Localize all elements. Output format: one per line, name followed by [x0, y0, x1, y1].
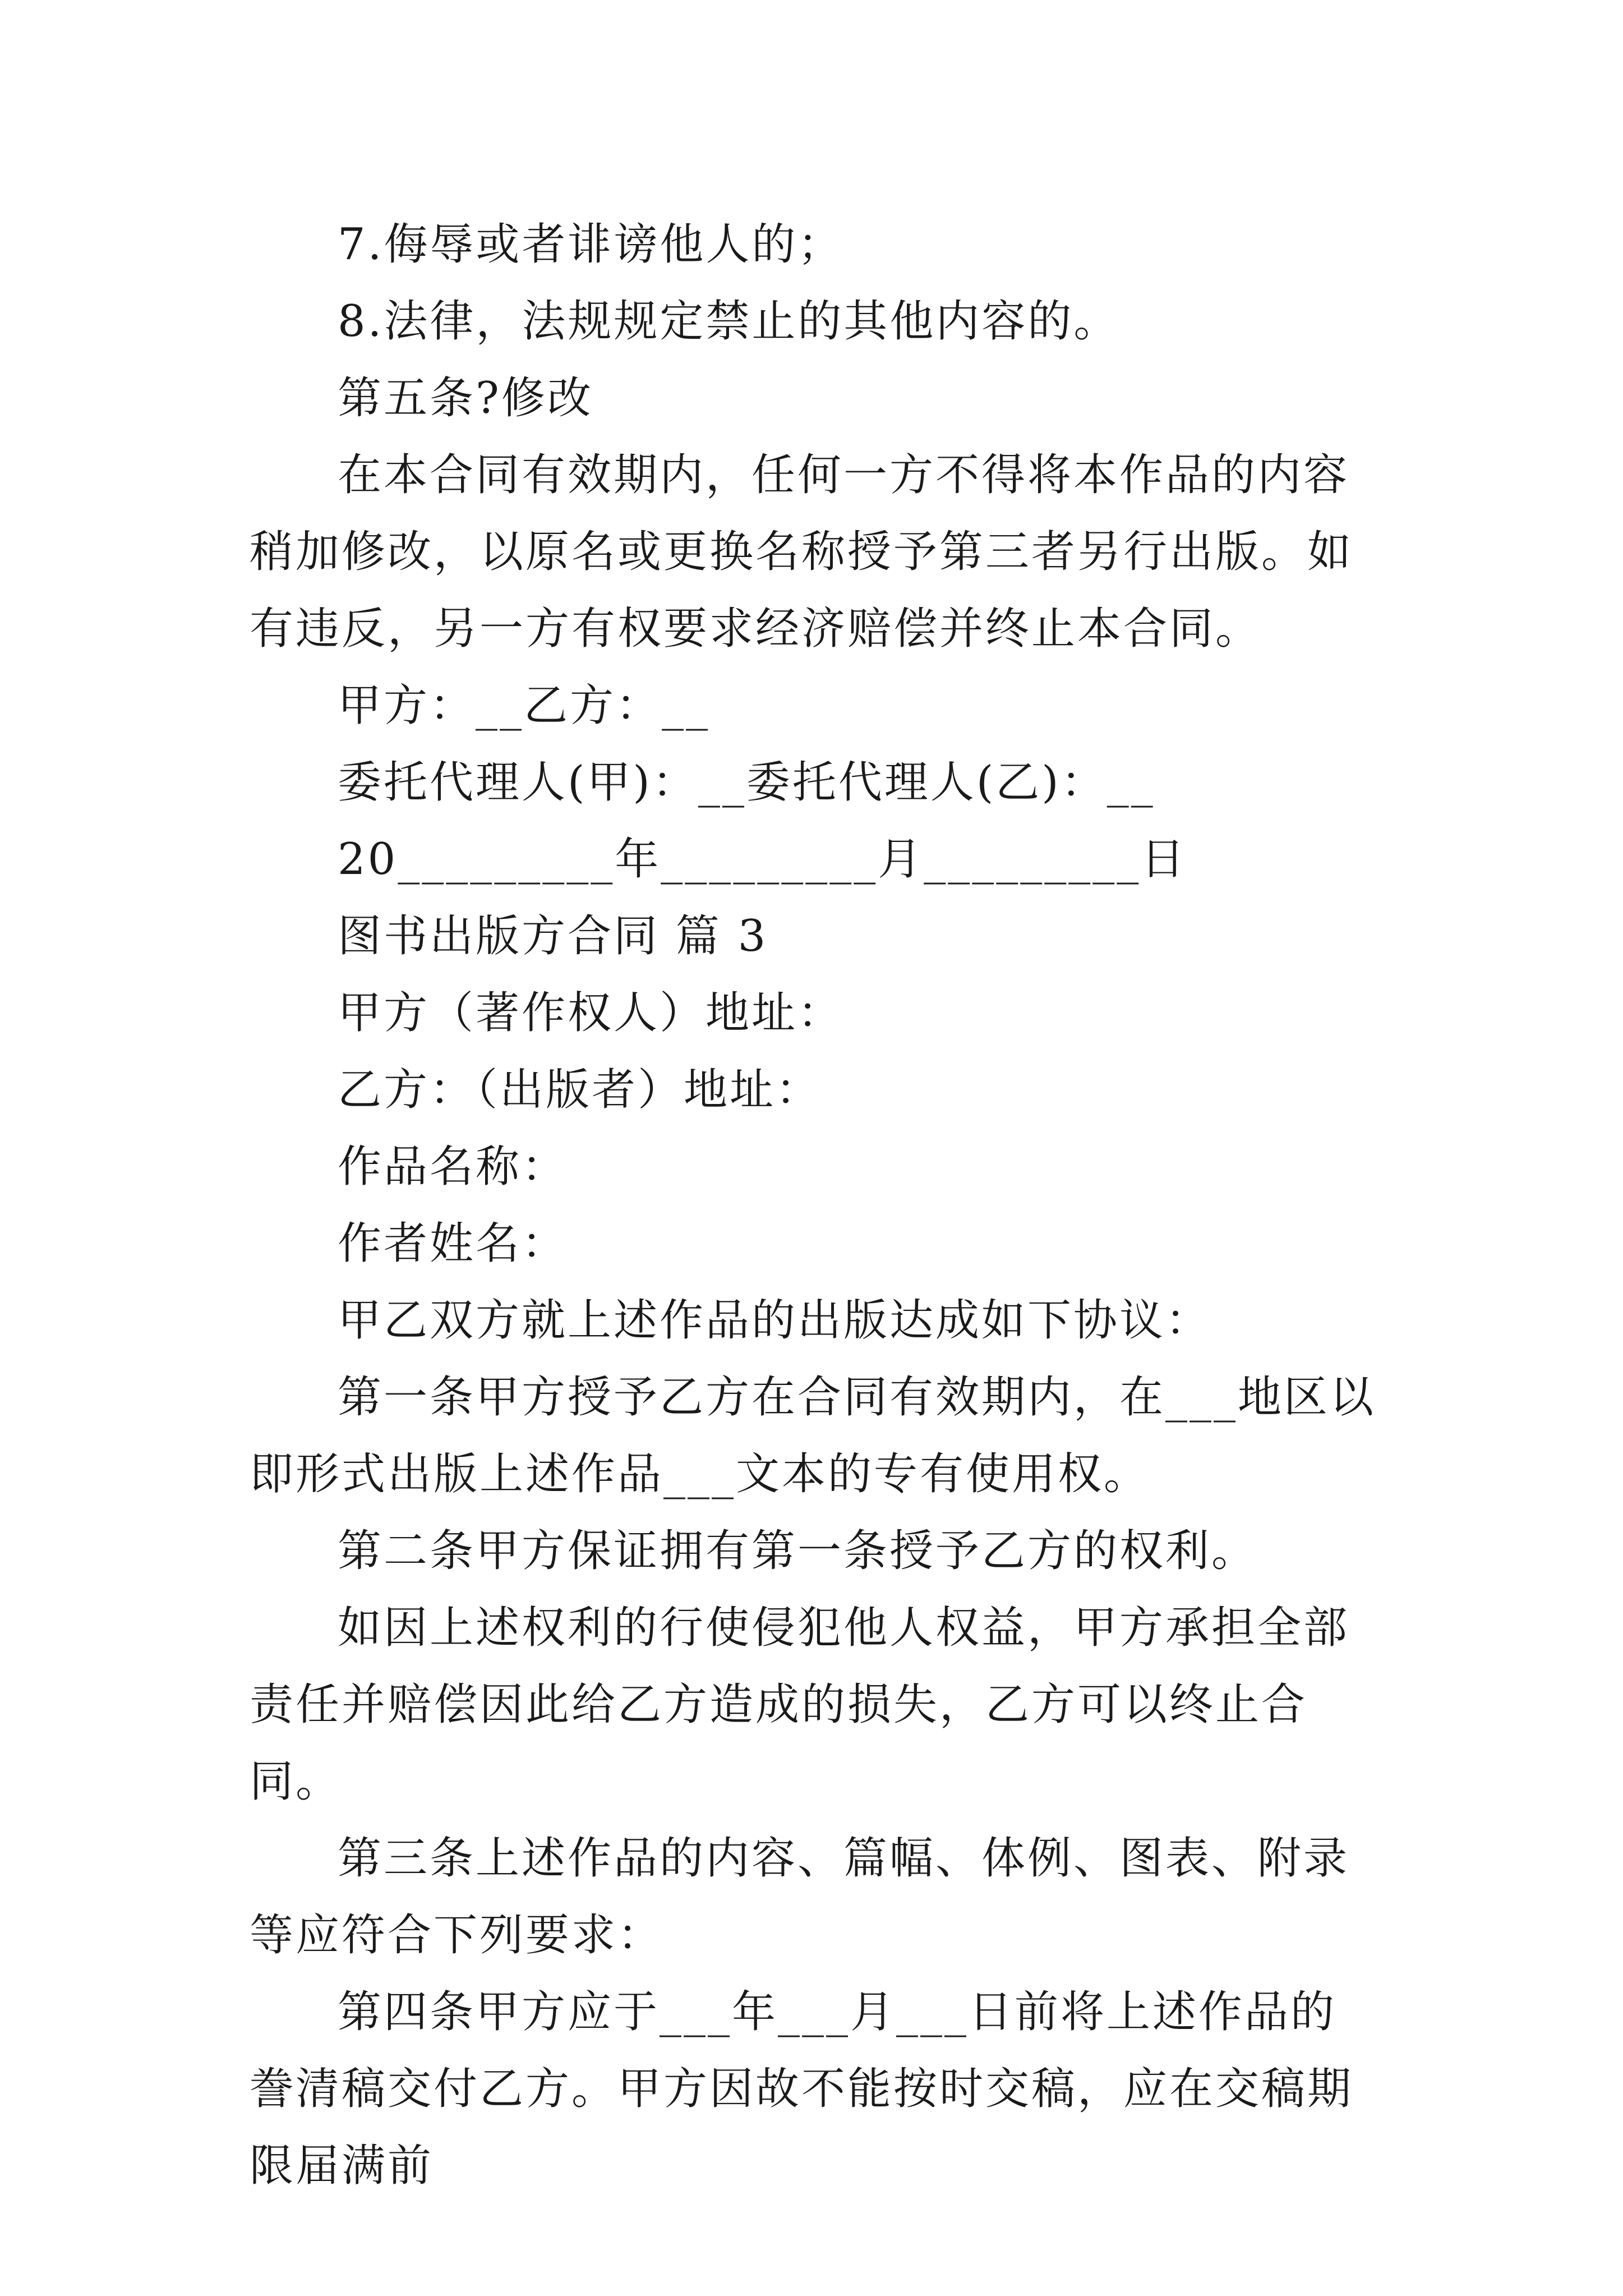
party-b-address: 乙方：（出版者）地址：	[338, 1065, 822, 1115]
article-2-liability: 如因上述权利的行使侵犯他人权益，甲方承担全部责任并赔偿因此给乙方造成的损失，乙方可以终止合同。	[250, 1603, 1350, 1807]
document-body	[250, 206, 1377, 2205]
signature-line-agents: 委托代理人(甲)：__委托代理人(乙)：__	[338, 757, 1155, 808]
article-1: 第一条甲方授予乙方在合同有效期内，在___地区以即形式出版上述作品___文本的专有使用权。	[250, 1372, 1376, 1499]
paragraph-item-8: 8.法律，法规规定禁止的其他内容的。	[338, 296, 1120, 347]
agreement-intro: 甲乙双方就上述作品的出版达成如下协议：	[338, 1295, 1212, 1346]
article-2: 第二条甲方保证拥有第一条授予乙方的权利。	[338, 1526, 1258, 1576]
article-4: 第四条甲方应于___年___月___日前将上述作品的誊清稿交付乙方。甲方因故不能按时交稿，应在交稿期限届满前	[250, 1987, 1354, 2191]
paragraph-item-7: 7.侮辱或者诽谤他人的；	[338, 219, 844, 270]
date-line: 20_________年_________月_________日	[338, 834, 1187, 885]
section-heading-article-5: 第五条?修改	[338, 373, 593, 424]
contract-title: 图书出版方合同 篇 3	[338, 911, 768, 961]
party-a-address: 甲方（著作权人）地址：	[338, 988, 844, 1038]
paragraph-modification-clause: 在本合同有效期内，任何一方不得将本作品的内容稍加修改，以原名或更换名称授予第三者另行出版。如有违反，另一方有权要求经济赔偿并终止本合同。	[250, 450, 1354, 654]
signature-line-parties: 甲方：__乙方：__	[338, 680, 711, 731]
article-3: 第三条上述作品的内容、篇幅、体例、图表、附录等应符合下列要求：	[250, 1833, 1350, 1961]
work-title-field: 作品名称：	[338, 1142, 568, 1192]
author-name-field: 作者姓名：	[338, 1218, 568, 1269]
